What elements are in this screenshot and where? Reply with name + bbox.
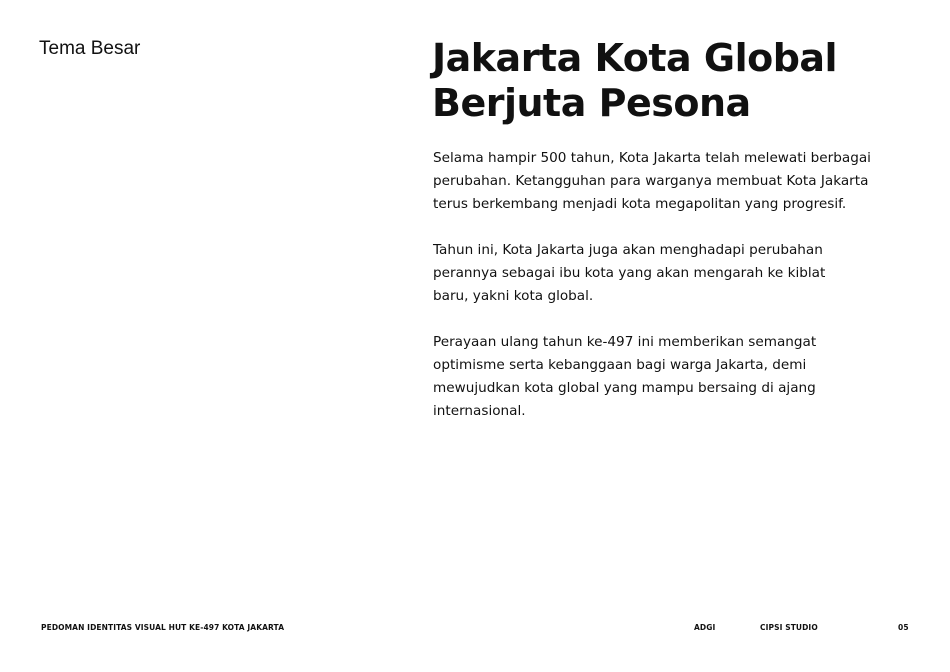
paragraph: [433, 331, 923, 423]
paragraph-line: terus berkembang menjadi kota megapolitan yang progresif.: [433, 196, 847, 212]
paragraph: [433, 239, 923, 308]
paragraph-line: optimisme serta kebanggaan bagi warga Jakarta, demi: [433, 357, 807, 373]
footer-org: ADGI: [694, 623, 716, 632]
paragraph-line: mewujudkan kota global yang mampu bersaing di ajang: [433, 380, 816, 396]
page-title: [432, 36, 932, 126]
title-line: Jakarta Kota Global: [432, 36, 838, 80]
footer-studio: CIPSI STUDIO: [760, 623, 818, 632]
title-line: Berjuta Pesona: [432, 81, 751, 125]
paragraph-line: Perayaan ulang tahun ke-497 ini memberikan semangat: [433, 334, 817, 350]
paragraph-line: perubahan. Ketangguhan para warganya membuat Kota Jakarta: [433, 173, 869, 189]
paragraph-line: internasional.: [433, 403, 526, 419]
paragraph-line: Selama hampir 500 tahun, Kota Jakarta telah melewati berbagai: [433, 150, 871, 166]
footer-document-name: PEDOMAN IDENTITAS VISUAL HUT KE-497 KOTA JAKARTA: [41, 623, 285, 632]
section-label: Tema Besar: [39, 38, 141, 59]
body-text: [433, 147, 923, 446]
paragraph: [433, 147, 923, 216]
paragraph-line: baru, yakni kota global.: [433, 288, 594, 304]
page-number: 05: [898, 623, 909, 632]
paragraph-line: perannya sebagai ibu kota yang akan mengarah ke kiblat: [433, 265, 826, 281]
paragraph-line: Tahun ini, Kota Jakarta juga akan menghadapi perubahan: [433, 242, 823, 258]
